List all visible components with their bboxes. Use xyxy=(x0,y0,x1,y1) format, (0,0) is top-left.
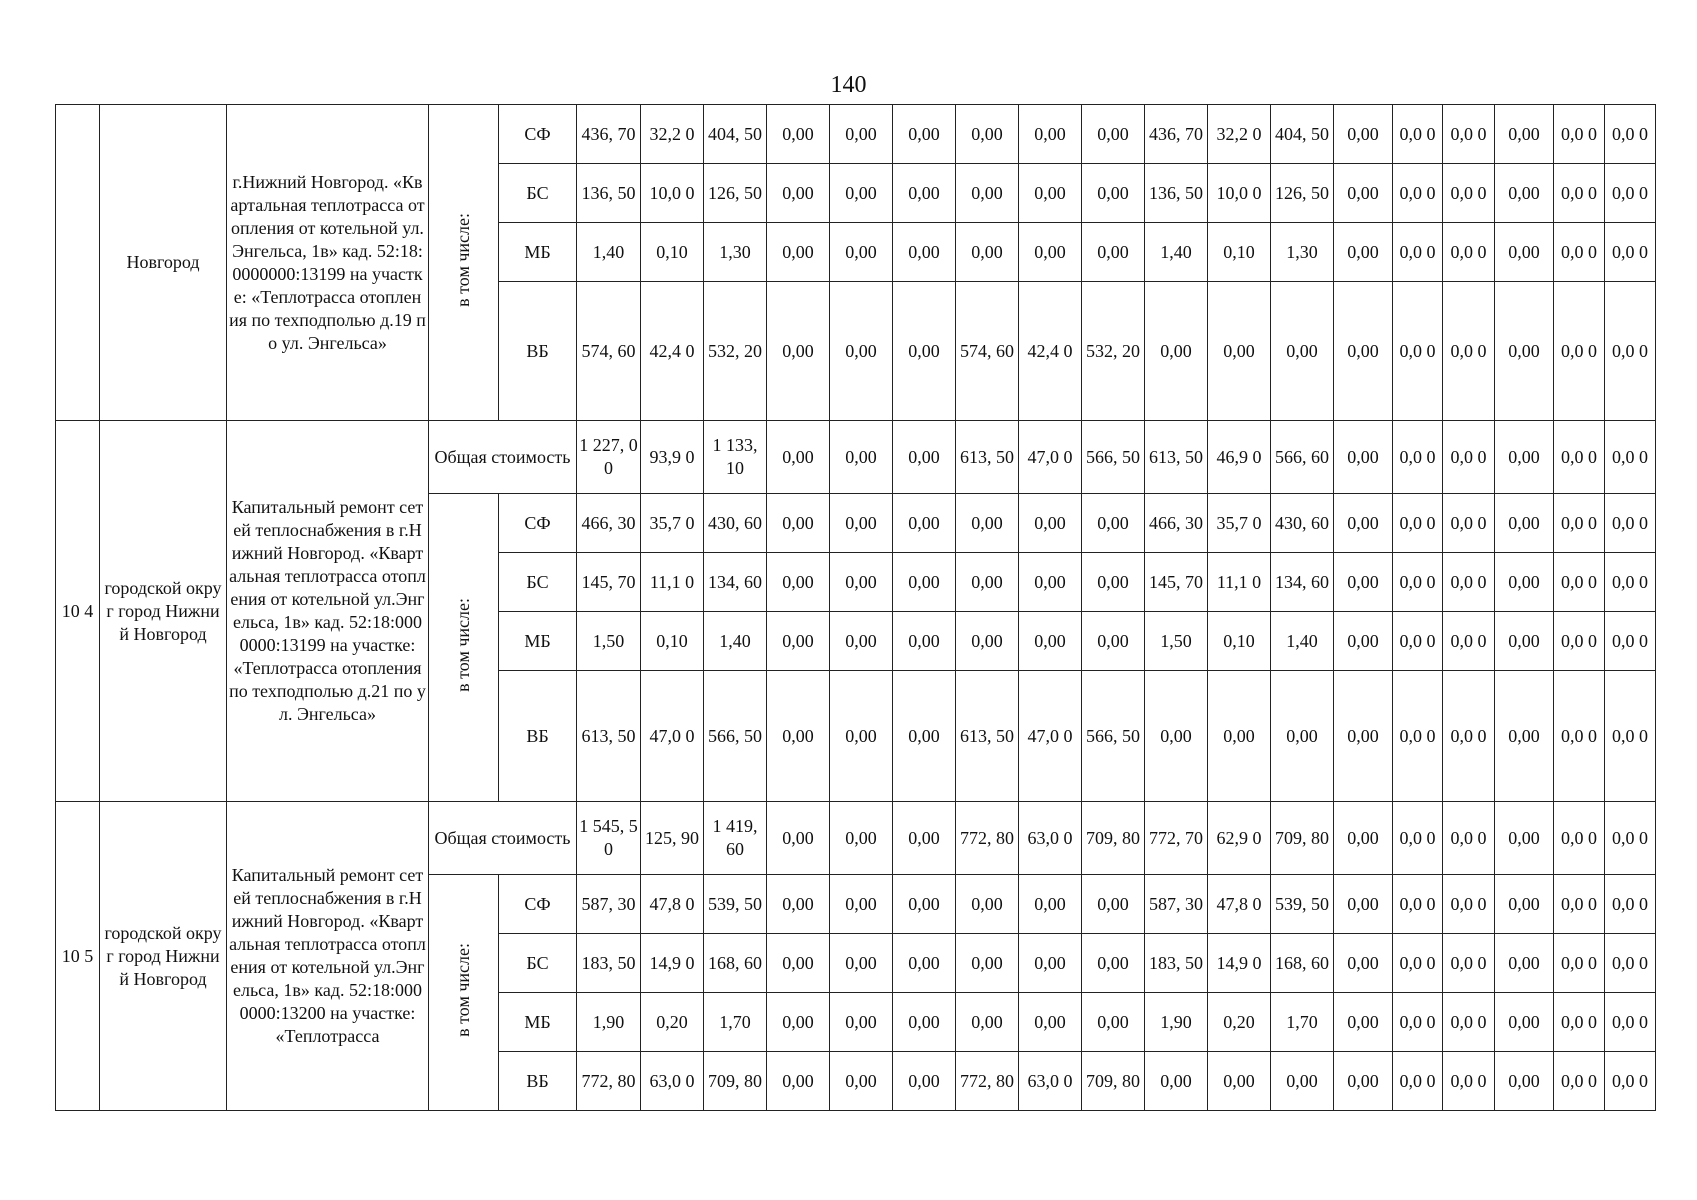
value-cell: 0,00 xyxy=(1334,282,1393,421)
including-label: в том числе: xyxy=(453,942,473,1037)
value-cell: 168, 60 xyxy=(1271,934,1334,993)
value-cell: 772, 80 xyxy=(577,1052,641,1111)
value-cell: 0,00 xyxy=(893,164,956,223)
value-cell: 0,00 xyxy=(1334,494,1393,553)
value-cell: 0,00 xyxy=(893,223,956,282)
value-cell: 0,00 xyxy=(1019,553,1082,612)
value-cell: 0,00 xyxy=(1334,553,1393,612)
value-cell: 0,0 0 xyxy=(1605,282,1656,421)
value-cell: 125, 90 xyxy=(641,802,704,875)
value-cell: 0,00 xyxy=(830,105,893,164)
value-cell: 0,10 xyxy=(641,223,704,282)
value-cell: 63,0 0 xyxy=(1019,802,1082,875)
value-cell: 62,9 0 xyxy=(1208,802,1271,875)
value-cell: 0,0 0 xyxy=(1393,282,1443,421)
value-cell: 0,0 0 xyxy=(1605,223,1656,282)
value-cell: 0,0 0 xyxy=(1554,421,1605,494)
value-cell: 14,9 0 xyxy=(1208,934,1271,993)
value-cell: 0,00 xyxy=(1019,934,1082,993)
value-cell: 0,00 xyxy=(767,934,830,993)
value-cell: 0,00 xyxy=(1019,223,1082,282)
value-cell: 532, 20 xyxy=(704,282,767,421)
value-cell: 0,00 xyxy=(767,1052,830,1111)
value-cell: 0,00 xyxy=(830,553,893,612)
value-cell: 0,00 xyxy=(1495,105,1554,164)
value-cell: 42,4 0 xyxy=(1019,282,1082,421)
value-cell: 0,0 0 xyxy=(1443,1052,1495,1111)
value-cell: 613, 50 xyxy=(1145,421,1208,494)
value-cell: 574, 60 xyxy=(577,282,641,421)
value-cell: 1,40 xyxy=(577,223,641,282)
value-cell: 0,00 xyxy=(1019,993,1082,1052)
funding-source: МБ xyxy=(499,993,577,1052)
value-cell: 0,00 xyxy=(767,164,830,223)
value-cell: 0,0 0 xyxy=(1554,671,1605,802)
value-cell: 0,0 0 xyxy=(1393,875,1443,934)
value-cell: 0,00 xyxy=(767,282,830,421)
value-cell: 0,00 xyxy=(1334,671,1393,802)
value-cell: 93,9 0 xyxy=(641,421,704,494)
value-cell: 0,0 0 xyxy=(1443,105,1495,164)
value-cell: 0,00 xyxy=(893,612,956,671)
table-row xyxy=(56,105,1656,164)
value-cell: 1,70 xyxy=(704,993,767,1052)
value-cell: 0,00 xyxy=(1495,671,1554,802)
value-cell: 587, 30 xyxy=(1145,875,1208,934)
value-cell: 0,00 xyxy=(830,494,893,553)
value-cell: 0,00 xyxy=(830,612,893,671)
value-cell: 0,00 xyxy=(1334,223,1393,282)
value-cell: 772, 80 xyxy=(956,1052,1019,1111)
value-cell: 532, 20 xyxy=(1082,282,1145,421)
value-cell: 0,0 0 xyxy=(1443,223,1495,282)
value-cell: 436, 70 xyxy=(577,105,641,164)
value-cell: 0,0 0 xyxy=(1443,802,1495,875)
value-cell: 0,0 0 xyxy=(1605,612,1656,671)
value-cell: 430, 60 xyxy=(1271,494,1334,553)
value-cell: 0,00 xyxy=(1334,105,1393,164)
value-cell: 0,00 xyxy=(956,612,1019,671)
value-cell: 35,7 0 xyxy=(641,494,704,553)
value-cell: 0,00 xyxy=(1495,934,1554,993)
value-cell: 466, 30 xyxy=(1145,494,1208,553)
value-cell: 0,00 xyxy=(893,934,956,993)
value-cell: 0,00 xyxy=(767,802,830,875)
including-label-cell xyxy=(429,494,499,802)
value-cell: 0,00 xyxy=(767,671,830,802)
value-cell: 709, 80 xyxy=(1271,802,1334,875)
value-cell: 1,90 xyxy=(1145,993,1208,1052)
value-cell: 0,0 0 xyxy=(1554,875,1605,934)
value-cell: 0,0 0 xyxy=(1605,934,1656,993)
value-cell: 613, 50 xyxy=(956,671,1019,802)
table-row xyxy=(56,421,1656,494)
value-cell: 0,00 xyxy=(956,934,1019,993)
value-cell: 0,00 xyxy=(1145,282,1208,421)
value-cell: 0,00 xyxy=(1495,223,1554,282)
value-cell: 1,40 xyxy=(704,612,767,671)
value-cell: 0,00 xyxy=(1495,993,1554,1052)
value-cell: 32,2 0 xyxy=(1208,105,1271,164)
value-cell: 0,00 xyxy=(1495,802,1554,875)
value-cell: 0,0 0 xyxy=(1605,993,1656,1052)
value-cell: 0,0 0 xyxy=(1443,282,1495,421)
value-cell: 0,00 xyxy=(830,671,893,802)
value-cell: 0,00 xyxy=(1334,421,1393,494)
value-cell: 0,0 0 xyxy=(1393,934,1443,993)
value-cell: 0,00 xyxy=(1082,164,1145,223)
value-cell: 1 545, 50 xyxy=(577,802,641,875)
row-index xyxy=(56,105,100,421)
value-cell: 0,00 xyxy=(956,105,1019,164)
value-cell: 430, 60 xyxy=(704,494,767,553)
value-cell: 0,00 xyxy=(1495,1052,1554,1111)
value-cell: 0,10 xyxy=(1208,612,1271,671)
value-cell: 436, 70 xyxy=(1145,105,1208,164)
value-cell: 0,0 0 xyxy=(1443,494,1495,553)
municipality-cell: городской округ город Нижний Новгород xyxy=(100,802,227,1111)
value-cell: 145, 70 xyxy=(1145,553,1208,612)
value-cell: 709, 80 xyxy=(704,1052,767,1111)
value-cell: 1,90 xyxy=(577,993,641,1052)
value-cell: 168, 60 xyxy=(704,934,767,993)
value-cell: 32,2 0 xyxy=(641,105,704,164)
value-cell: 145, 70 xyxy=(577,553,641,612)
value-cell: 0,0 0 xyxy=(1393,494,1443,553)
value-cell: 0,00 xyxy=(1019,875,1082,934)
value-cell: 0,0 0 xyxy=(1554,553,1605,612)
value-cell: 0,00 xyxy=(893,993,956,1052)
value-cell: 136, 50 xyxy=(1145,164,1208,223)
value-cell: 0,0 0 xyxy=(1393,164,1443,223)
value-cell: 0,00 xyxy=(1145,1052,1208,1111)
value-cell: 0,00 xyxy=(1208,1052,1271,1111)
value-cell: 0,00 xyxy=(767,875,830,934)
funding-source: СФ xyxy=(499,494,577,553)
funding-source: ВБ xyxy=(499,282,577,421)
value-cell: 47,0 0 xyxy=(641,671,704,802)
value-cell: 0,0 0 xyxy=(1554,1052,1605,1111)
value-cell: 0,00 xyxy=(1271,671,1334,802)
value-cell: 126, 50 xyxy=(704,164,767,223)
including-label: в том числе: xyxy=(453,597,473,692)
value-cell: 0,0 0 xyxy=(1554,612,1605,671)
value-cell: 0,00 xyxy=(1271,282,1334,421)
value-cell: 613, 50 xyxy=(956,421,1019,494)
value-cell: 0,00 xyxy=(1334,934,1393,993)
total-cost-label: Общая стоимость xyxy=(429,421,577,494)
value-cell: 1 419, 60 xyxy=(704,802,767,875)
value-cell: 0,00 xyxy=(830,802,893,875)
value-cell: 0,0 0 xyxy=(1605,1052,1656,1111)
value-cell: 0,00 xyxy=(1019,164,1082,223)
value-cell: 0,00 xyxy=(1495,164,1554,223)
value-cell: 0,0 0 xyxy=(1554,494,1605,553)
value-cell: 0,0 0 xyxy=(1605,105,1656,164)
value-cell: 183, 50 xyxy=(577,934,641,993)
value-cell: 0,00 xyxy=(830,875,893,934)
value-cell: 0,00 xyxy=(767,993,830,1052)
value-cell: 0,00 xyxy=(956,993,1019,1052)
value-cell: 42,4 0 xyxy=(641,282,704,421)
value-cell: 0,00 xyxy=(830,1052,893,1111)
value-cell: 11,1 0 xyxy=(641,553,704,612)
value-cell: 0,00 xyxy=(1495,494,1554,553)
value-cell: 0,00 xyxy=(1495,553,1554,612)
value-cell: 539, 50 xyxy=(1271,875,1334,934)
value-cell: 134, 60 xyxy=(1271,553,1334,612)
value-cell: 134, 60 xyxy=(704,553,767,612)
value-cell: 0,00 xyxy=(893,553,956,612)
value-cell: 35,7 0 xyxy=(1208,494,1271,553)
value-cell: 0,20 xyxy=(641,993,704,1052)
value-cell: 14,9 0 xyxy=(641,934,704,993)
including-label: в том числе: xyxy=(453,212,473,307)
object-description: Капитальный ремонт сетей теплоснабжения в г.Нижний Новгород. «Квартальная теплотрасса отопления от котельной ул.Энгельса, 1в» кад. 52:18:0000000:13199 на участке: «Теплотрасса отопления по техподполью д.21 по ул. Энгельса» xyxy=(227,421,429,802)
value-cell: 1,30 xyxy=(1271,223,1334,282)
value-cell: 0,0 0 xyxy=(1605,671,1656,802)
value-cell: 0,00 xyxy=(956,494,1019,553)
value-cell: 0,00 xyxy=(830,421,893,494)
value-cell: 63,0 0 xyxy=(641,1052,704,1111)
value-cell: 0,00 xyxy=(893,875,956,934)
including-label-cell xyxy=(429,105,499,421)
value-cell: 0,00 xyxy=(1334,1052,1393,1111)
value-cell: 1,50 xyxy=(577,612,641,671)
value-cell: 136, 50 xyxy=(577,164,641,223)
value-cell: 0,00 xyxy=(1334,875,1393,934)
value-cell: 0,00 xyxy=(956,164,1019,223)
value-cell: 0,0 0 xyxy=(1443,164,1495,223)
value-cell: 0,00 xyxy=(1082,993,1145,1052)
value-cell: 11,1 0 xyxy=(1208,553,1271,612)
value-cell: 1,70 xyxy=(1271,993,1334,1052)
value-cell: 0,00 xyxy=(767,223,830,282)
value-cell: 0,0 0 xyxy=(1393,612,1443,671)
value-cell: 0,00 xyxy=(1082,494,1145,553)
value-cell: 0,00 xyxy=(1082,612,1145,671)
value-cell: 566, 50 xyxy=(1082,671,1145,802)
value-cell: 126, 50 xyxy=(1271,164,1334,223)
total-cost-label: Общая стоимость xyxy=(429,802,577,875)
value-cell: 47,8 0 xyxy=(1208,875,1271,934)
value-cell: 0,0 0 xyxy=(1605,553,1656,612)
value-cell: 0,00 xyxy=(893,282,956,421)
value-cell: 0,00 xyxy=(1082,553,1145,612)
value-cell: 709, 80 xyxy=(1082,802,1145,875)
value-cell: 574, 60 xyxy=(956,282,1019,421)
value-cell: 0,00 xyxy=(1334,993,1393,1052)
value-cell: 0,0 0 xyxy=(1393,802,1443,875)
value-cell: 0,0 0 xyxy=(1443,612,1495,671)
value-cell: 1,40 xyxy=(1271,612,1334,671)
value-cell: 0,0 0 xyxy=(1393,421,1443,494)
including-label-cell xyxy=(429,875,499,1111)
value-cell: 0,00 xyxy=(1019,612,1082,671)
value-cell: 613, 50 xyxy=(577,671,641,802)
funding-source: БС xyxy=(499,553,577,612)
value-cell: 0,00 xyxy=(1495,875,1554,934)
municipality-cell: Новгород xyxy=(100,105,227,421)
object-description: Капитальный ремонт сетей теплоснабжения в г.Нижний Новгород. «Квартальная теплотрасса отопления от котельной ул.Энгельса, 1в» кад. 52:18:0000000:13200 на участке: «Теплотрасса xyxy=(227,802,429,1111)
value-cell: 10,0 0 xyxy=(641,164,704,223)
value-cell: 0,0 0 xyxy=(1393,553,1443,612)
funding-source: ВБ xyxy=(499,671,577,802)
value-cell: 0,00 xyxy=(767,421,830,494)
value-cell: 0,0 0 xyxy=(1443,671,1495,802)
value-cell: 0,00 xyxy=(1208,671,1271,802)
value-cell: 0,00 xyxy=(830,993,893,1052)
funding-source: СФ xyxy=(499,105,577,164)
value-cell: 587, 30 xyxy=(577,875,641,934)
value-cell: 0,0 0 xyxy=(1554,802,1605,875)
value-cell: 0,0 0 xyxy=(1554,105,1605,164)
value-cell: 0,00 xyxy=(767,494,830,553)
value-cell: 0,00 xyxy=(893,105,956,164)
value-cell: 0,00 xyxy=(956,553,1019,612)
value-cell: 566, 50 xyxy=(1082,421,1145,494)
value-cell: 0,0 0 xyxy=(1393,993,1443,1052)
value-cell: 0,00 xyxy=(893,1052,956,1111)
value-cell: 0,0 0 xyxy=(1554,282,1605,421)
value-cell: 0,00 xyxy=(1334,802,1393,875)
value-cell: 0,00 xyxy=(1208,282,1271,421)
value-cell: 47,8 0 xyxy=(641,875,704,934)
value-cell: 0,0 0 xyxy=(1443,993,1495,1052)
municipality-cell: городской округ город Нижний Новгород xyxy=(100,421,227,802)
value-cell: 0,0 0 xyxy=(1554,223,1605,282)
funding-source: СФ xyxy=(499,875,577,934)
value-cell: 0,00 xyxy=(767,612,830,671)
value-cell: 0,0 0 xyxy=(1605,164,1656,223)
value-cell: 0,00 xyxy=(1019,494,1082,553)
value-cell: 0,0 0 xyxy=(1605,875,1656,934)
value-cell: 0,00 xyxy=(1082,875,1145,934)
value-cell: 0,0 0 xyxy=(1393,671,1443,802)
value-cell: 0,0 0 xyxy=(1443,875,1495,934)
value-cell: 1,50 xyxy=(1145,612,1208,671)
funding-source: БС xyxy=(499,934,577,993)
value-cell: 10,0 0 xyxy=(1208,164,1271,223)
table-row xyxy=(56,802,1656,875)
value-cell: 566, 50 xyxy=(704,671,767,802)
value-cell: 0,00 xyxy=(1145,671,1208,802)
value-cell: 466, 30 xyxy=(577,494,641,553)
value-cell: 0,00 xyxy=(1334,164,1393,223)
object-description: г.Нижний Новгород. «Квартальная теплотрасса отопления от котельной ул.Энгельса, 1в» кад. 52:18:0000000:13199 на участке: «Теплотрасса отопления по техподполью д.19 по ул. Энгельса» xyxy=(227,105,429,421)
value-cell: 47,0 0 xyxy=(1019,421,1082,494)
value-cell: 1,30 xyxy=(704,223,767,282)
value-cell: 0,0 0 xyxy=(1605,494,1656,553)
value-cell: 0,00 xyxy=(830,282,893,421)
value-cell: 1 227, 00 xyxy=(577,421,641,494)
page-number: 140 xyxy=(830,72,867,98)
value-cell: 1 133, 10 xyxy=(704,421,767,494)
value-cell: 0,00 xyxy=(1334,612,1393,671)
value-cell: 47,0 0 xyxy=(1019,671,1082,802)
value-cell: 63,0 0 xyxy=(1019,1052,1082,1111)
value-cell: 0,00 xyxy=(956,875,1019,934)
funding-source: БС xyxy=(499,164,577,223)
value-cell: 0,00 xyxy=(893,421,956,494)
value-cell: 0,0 0 xyxy=(1393,1052,1443,1111)
value-cell: 404, 50 xyxy=(1271,105,1334,164)
value-cell: 0,00 xyxy=(1082,223,1145,282)
value-cell: 0,00 xyxy=(893,671,956,802)
value-cell: 0,00 xyxy=(830,934,893,993)
value-cell: 0,0 0 xyxy=(1605,802,1656,875)
value-cell: 183, 50 xyxy=(1145,934,1208,993)
value-cell: 539, 50 xyxy=(704,875,767,934)
value-cell: 0,0 0 xyxy=(1393,223,1443,282)
row-index: 10 4 xyxy=(56,421,100,802)
value-cell: 1,40 xyxy=(1145,223,1208,282)
funding-source: МБ xyxy=(499,223,577,282)
value-cell: 0,0 0 xyxy=(1393,105,1443,164)
value-cell: 0,00 xyxy=(1495,421,1554,494)
value-cell: 0,0 0 xyxy=(1443,934,1495,993)
cost-table xyxy=(55,104,1656,1111)
value-cell: 0,00 xyxy=(1495,612,1554,671)
value-cell: 404, 50 xyxy=(704,105,767,164)
value-cell: 0,20 xyxy=(1208,993,1271,1052)
value-cell: 0,00 xyxy=(1271,1052,1334,1111)
value-cell: 0,00 xyxy=(1082,934,1145,993)
value-cell: 0,10 xyxy=(1208,223,1271,282)
value-cell: 0,00 xyxy=(767,105,830,164)
value-cell: 0,0 0 xyxy=(1554,993,1605,1052)
value-cell: 0,00 xyxy=(956,223,1019,282)
value-cell: 0,0 0 xyxy=(1443,553,1495,612)
value-cell: 0,00 xyxy=(893,802,956,875)
value-cell: 0,10 xyxy=(641,612,704,671)
value-cell: 0,0 0 xyxy=(1443,421,1495,494)
value-cell: 566, 60 xyxy=(1271,421,1334,494)
funding-source: МБ xyxy=(499,612,577,671)
value-cell: 0,0 0 xyxy=(1605,421,1656,494)
value-cell: 0,00 xyxy=(1082,105,1145,164)
value-cell: 0,00 xyxy=(830,223,893,282)
value-cell: 0,00 xyxy=(1019,105,1082,164)
value-cell: 0,00 xyxy=(830,164,893,223)
value-cell: 0,00 xyxy=(893,494,956,553)
value-cell: 0,0 0 xyxy=(1554,934,1605,993)
value-cell: 772, 80 xyxy=(956,802,1019,875)
row-index: 10 5 xyxy=(56,802,100,1111)
value-cell: 0,00 xyxy=(1495,282,1554,421)
value-cell: 0,00 xyxy=(767,553,830,612)
value-cell: 46,9 0 xyxy=(1208,421,1271,494)
funding-source: ВБ xyxy=(499,1052,577,1111)
value-cell: 772, 70 xyxy=(1145,802,1208,875)
value-cell: 0,0 0 xyxy=(1554,164,1605,223)
value-cell: 709, 80 xyxy=(1082,1052,1145,1111)
